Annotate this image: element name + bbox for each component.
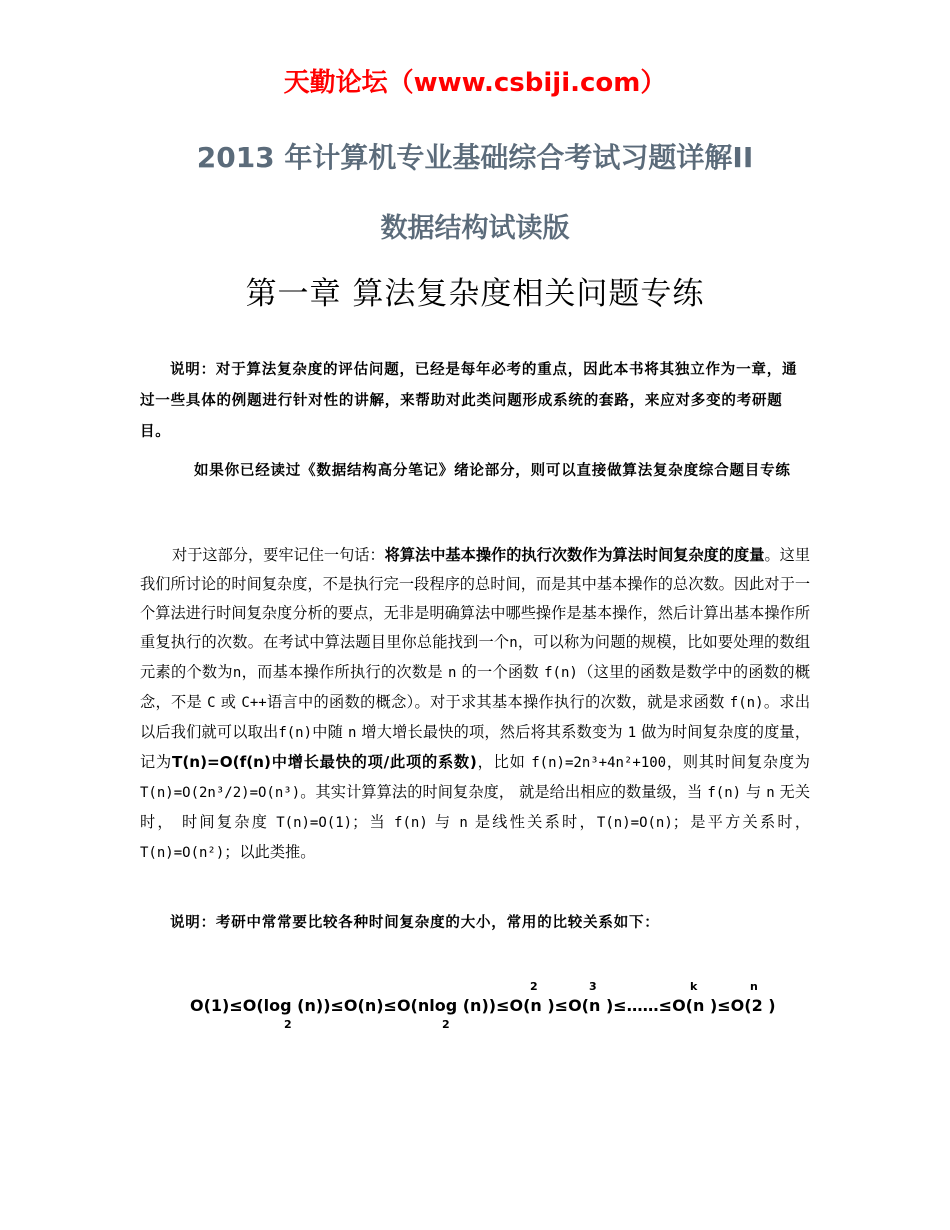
text-run: ，比如 [476, 753, 532, 771]
formula-main-text: O(1)≤O(log (n))≤O(n)≤O(nlog (n))≤O(n )≤O(n )≤……≤O(n )≤O(2 ) [190, 996, 776, 1015]
formula-subscript: 2 [284, 1018, 292, 1031]
text-run: 或 [215, 693, 242, 711]
formula-superscript: n [750, 980, 758, 993]
math-expr: T(n)=O(n) [596, 815, 673, 831]
text-run: ，可以称为问题的规模，比如要处理的数组元素的个数为 [140, 633, 811, 681]
text-run: ；是平方关系时， [672, 813, 811, 831]
math-var: n [232, 665, 242, 681]
bold-formula: T(n)=O(f(n)中增长最快的项/此项的系数) [171, 753, 477, 771]
text-run: ，则其时间复杂度为 [666, 753, 810, 771]
site-header: 天勤论坛（www.csbiji.com） [283, 68, 667, 98]
formula-subscript: 2 [442, 1018, 450, 1031]
bold-key-sentence: 将算法中基本操作的执行次数作为算法时间复杂度的度量 [384, 546, 765, 564]
text-run: 与 [741, 783, 767, 801]
text-run: 的一个函数 [456, 663, 545, 681]
math-expr: f(n) [707, 785, 742, 801]
math-var: n [766, 785, 775, 801]
formula-superscript: 2 [530, 980, 538, 993]
note-exam-focus-text: 说明：对于算法复杂度的评估问题，已经是每年必考的重点，因此本书将其独立作为一章，通过一些具体的例题进行针对性的讲解，来帮助对此类问题形成系统的套路，来应对多变的考研题目。 [140, 362, 798, 440]
text-run: 是线性关系时， [467, 813, 597, 831]
math-expr: f(n) [729, 695, 764, 711]
formula-superscript: 3 [589, 980, 597, 993]
chapter-title: 第一章 算法复杂度相关问题专练 [245, 276, 705, 312]
text-run: 语言中的函数的概念）。对于求其基本操作执行的次数，就是求函数 [266, 693, 730, 711]
text-run: 增大增长最快的项，然后将其系数变为 [356, 723, 628, 741]
math-expr: T(n)=O(2n³/2)=O(n³) [140, 785, 301, 801]
math-var: n [347, 725, 357, 741]
text-run: ；以此类推。 [224, 843, 316, 861]
math-var: n [459, 815, 468, 831]
math-var: 1 [627, 725, 637, 741]
text-run: 做为时间复杂度的度量，记为 [140, 723, 811, 771]
text-run: 。求出以后我们就可以取出 [140, 693, 811, 741]
math-var: C [207, 695, 216, 711]
text-run: ，而基本操作所执行的次数是 [241, 663, 448, 681]
note-prior-reading-text: 如果你已经读过《数据结构高分笔记》绪论部分，则可以直接做算法复杂度综合题目专练 [194, 463, 791, 479]
book-title: 2013 年计算机专业基础综合考试习题详解II [196, 141, 754, 174]
complexity-order-formula [0, 982, 950, 1042]
math-expr: f(n) [394, 815, 428, 831]
book-subtitle: 数据结构试读版 [380, 213, 570, 244]
note-prior-reading [140, 456, 810, 487]
formula-superscript: k [690, 980, 698, 993]
note-comparison-text: 说明：考研中常常要比较各种时间复杂度的大小，常用的比较关系如下： [170, 915, 660, 931]
note-exam-focus [140, 355, 810, 448]
text-run: 中随 [312, 723, 348, 741]
text-run: （这里的函数是数学中的函数的概念，不是 [140, 663, 811, 711]
text-run: 对于这部分，要牢记住一句话： [172, 546, 385, 564]
text-run: 。这里我们所讨论的时间复杂度，不是执行完一段程序的总时间，而是其中基本操作的总次数。因此对于一个算法进行时间复杂度分析的要点，无非是明确算法中哪些操作是基本操作，然后计算出基本操作所重复执行的次数。在考试中算法题目里你总能找到一个 [140, 546, 811, 651]
text-run: ；当 [352, 813, 395, 831]
math-expr: f(n)=2n³+4n²+100 [531, 755, 667, 771]
math-expr: f(n) [544, 665, 578, 681]
math-var: n [509, 635, 518, 651]
math-expr: f(n) [278, 725, 313, 741]
text-run: 与 [427, 813, 460, 831]
text-run: 无关时， 时间复杂度 [140, 783, 811, 831]
math-expr: T(n)=O(n²) [140, 845, 225, 861]
body-paragraph [140, 541, 810, 868]
text-run: 。其实计算算法的时间复杂度， 就是给出相应的数量级，当 [300, 783, 708, 801]
math-var: n [448, 665, 457, 681]
math-expr: T(n)=O(1) [276, 815, 353, 831]
math-var: C++ [241, 695, 267, 711]
note-comparison [140, 908, 810, 939]
